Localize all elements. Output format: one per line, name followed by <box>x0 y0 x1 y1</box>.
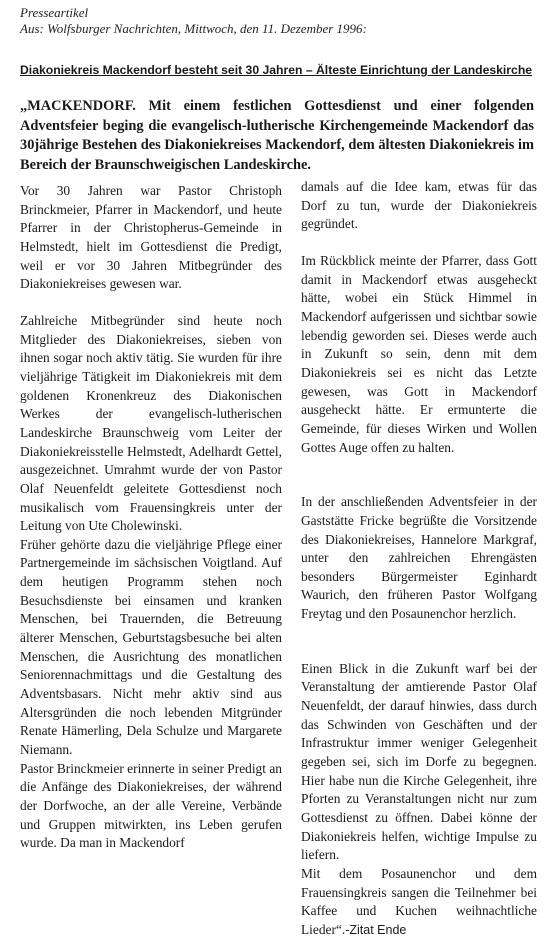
end-note: -Zitat Ende <box>345 922 407 937</box>
header <box>20 5 367 37</box>
paragraph: In der anschließenden Adventsfeier in der Gaststätte Fricke begrüßte die Vorsitzende des Diakoniekreises, Hannelore Markgraf, unter den zahlreichen Ehrengästen besonders Bürgermeister Eginhardt Waurich, den früheren Pastor Wolfgang Freytag und den Posaunenchor herzlich. <box>301 494 537 622</box>
paragraph: Zahlreiche Mitbegründer sind heute noch Mitglieder des Diakoniekreises, sieben von ihnen sogar noch aktiv tätig. Sie wurden für ihre vieljährige Tätigkeit im Diakoniekreis mit dem goldenen Kronenkreuz des Diakonischen Werkes der evangelisch-lutherischen Landeskirche Braunschweig vom Leiter der Diakoniekreisstelle Helmstedt, Adelhardt Gettel, ausgezeichnet. Umrahmt wurde der von Pastor Olaf Neuenfeldt geleitete Gottesdienst noch musikalisch vom Frauensingkreis unter der Leitung von Ute Cholewinski. <box>20 312 282 534</box>
paragraph: Einen Blick in die Zukunft warf bei der Veranstaltung der amtierende Pastor Olaf Neuenfeldt, der darauf hinwies, dass durch das Schwinden von Geschäften und der Infrastruktur immer weniger Gelegenheit gegeben sei, sich im Dorfe zu begegnen. Hier habe nun die Kirche Gelegenheit, ihre Pforten zu Veranstaltungen nicht nur zum Gottesdienst zu öffnen. Dabei könne der Diakoniekreis helfen, wichtige Impulse zu liefern. <box>301 660 537 863</box>
header-source: Aus: Wolfsburger Nachrichten, Mittwoch, den 11. Dezember 1996: <box>20 21 367 36</box>
paragraph-final <box>301 865 537 940</box>
paragraph: Früher gehörte dazu die vieljährige Pflege einer Partnergemeinde im sächsischen Voigtland. Auf dem heutigen Programm stehen noch Besuchsdienste bei einsamen und kranken Menschen, bei Trauernden, die Betreuung älterer Menschen, Geburtstagsbesuche bei alten Menschen, die Ausrichtung des monatlichen Seniorennachmittags und die Gestaltung des Adventsbasars. Nicht mehr aktiv sind aus Altersgründen die noch lebenden Mitgründer Renate Hämerling, Dela Schulze und Margarete Niemann. <box>20 536 282 758</box>
article-lead: „MACKENDORF. Mit einem festlichen Gottesdienst und einer folgenden Adventsfeier beging die evangelisch-lutherische Kirchengemeinde Mackendorf das 30jährige Bestehen des Diakoniekreises Mackendorf, dem ältesten Diakoniekreis im Bereich der Braunschweigischen Landeskirche. <box>20 98 534 173</box>
right-column <box>301 178 537 940</box>
paragraph: damals auf die Idee kam, etwas für das Dorf zu tun, wurde der Diakoniekreis gegründet. <box>301 179 537 232</box>
paragraph: Im Rückblick meinte der Pfarrer, dass Gott damit in Mackendorf etwas ausgeheckt hätte, wobei ein Stück Himmel in Mackendorf aufgerissen und sichtbar sowie lebendig geworden sei. Dieses werde auch in Zukunft so sein, denn mit dem Diakoniekreis sei es nicht das Letzte gewesen, was Gott in Mackendorf ausgeheckt hätte. Er ermunterte die Gemeinde, für dieses Wirken und Wollen Gottes Auge offen zu halten. <box>301 252 537 455</box>
left-column <box>20 182 282 853</box>
header-label: Presseartikel <box>20 5 89 20</box>
paragraph: Vor 30 Jahren war Pastor Christoph Brinckmeier, Pfarrer in Mackendorf, und heute Pfarrer in der Christopherus-Gemeinde in Helmstedt, hielt im Gottesdienst die Predigt, weil er vor 30 Jahren Mitbegründer des Diakoniekreises gewesen war. <box>20 183 282 292</box>
article-headline: Diakoniekreis Mackendorf besteht seit 30 Jahren – Älteste Einrichtung der Landeskirche <box>20 63 533 77</box>
paragraph: Pastor Brinckmeier erinnerte in seiner Predigt an die Anfänge des Diakoniekreises, der während der Dorfwoche, an der alle Vereine, Verbände und Gruppen mitwirkten, ins Leben gerufen wurde. Da man in Mackendorf <box>20 760 282 851</box>
paragraph-final-text: Mit dem Posaunenchor und dem Frauensingkreis sangen die Teilnehmer bei Kaffee und Kuchen weihnachtliche Lieder“. <box>301 866 537 937</box>
